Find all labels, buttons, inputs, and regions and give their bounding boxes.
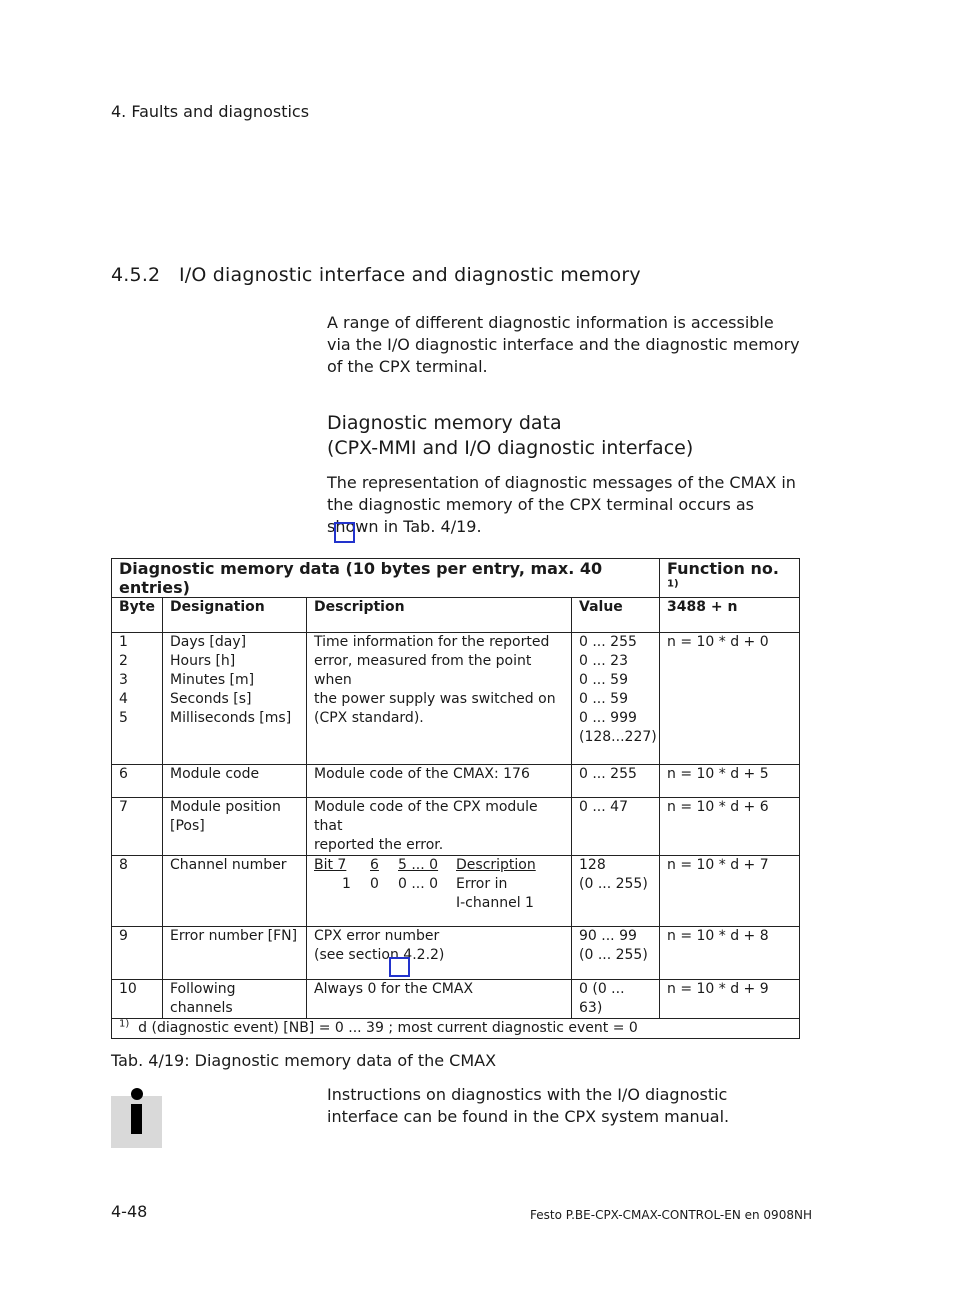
bit-extra-description: I-channel 1 <box>456 895 534 911</box>
bit-header-bits: 5 ... 0 <box>398 857 439 873</box>
cell-line: 0 ... 59 <box>579 672 628 688</box>
cell-value: 0 ... 47 <box>572 798 660 856</box>
bit-header-line <box>314 856 564 875</box>
cell-designation: Module code <box>163 765 307 798</box>
cell-line: 0 ... 59 <box>579 691 628 707</box>
col-designation: Designation <box>163 598 307 633</box>
cell-line: (0 ... 255) <box>579 876 648 892</box>
cell-line: [Pos] <box>170 818 205 834</box>
cell-line: Module code of the CPX module that <box>314 799 538 834</box>
cell-line: reported the error. <box>314 837 444 853</box>
bit-header-bit6: 6 <box>370 857 379 873</box>
cell-value <box>572 856 660 927</box>
intro-paragraph: A range of different diagnostic information is accessible via the I/O diagnostic interface and the diagnostic memory of the CPX terminal. <box>327 313 800 376</box>
table-footnote-row <box>112 1019 800 1039</box>
cell-line: 90 ... 99 <box>579 928 637 944</box>
function-header <box>660 559 800 598</box>
cell-description <box>307 927 572 980</box>
cell-designation <box>163 798 307 856</box>
col-byte: Byte <box>112 598 163 633</box>
document-footer: Festo P.BE-CPX-CMAX-CONTROL-EN en 0908NH <box>530 1208 812 1222</box>
cell-description <box>307 798 572 856</box>
function-footnote-ref: 1) <box>667 578 679 590</box>
section-title: I/O diagnostic interface and diagnostic memory <box>179 264 641 286</box>
col-value: Value <box>572 598 660 633</box>
cell-value: 0 (0 ... 63) <box>572 980 660 1019</box>
running-header: 4. Faults and diagnostics <box>111 102 310 121</box>
cell-line: 5 <box>119 710 128 726</box>
cell-line: Time information for the reported <box>314 634 550 650</box>
cell-value <box>572 633 660 765</box>
cell-function: n = 10 * d + 7 <box>660 856 800 927</box>
cell-line: Days [day] <box>170 634 247 650</box>
cell-function: n = 10 * d + 8 <box>660 927 800 980</box>
cell-designation: Error number [FN] <box>163 927 307 980</box>
cell-line: error, measured from the point when <box>314 653 532 688</box>
cell-line: 1 <box>119 634 128 650</box>
table-row <box>112 765 800 798</box>
cell-byte: 10 <box>112 980 163 1019</box>
cell-line: (see section 4.2.2) <box>314 947 445 963</box>
table-reference-paragraph: The representation of diagnostic messages of the CMAX in the diagnostic memory of the CPX terminal occurs as shown in Tab. 4/19. <box>327 473 796 536</box>
table-row <box>112 856 800 927</box>
table-row <box>112 927 800 980</box>
cell-value <box>572 927 660 980</box>
table-title: Diagnostic memory data (10 bytes per entry, max. 40 entries) <box>112 559 660 598</box>
cell-line: Hours [h] <box>170 653 236 669</box>
info-note: Instructions on diagnostics with the I/O diagnostic interface can be found in the CPX system manual. <box>327 1085 730 1126</box>
cell-byte <box>112 633 163 765</box>
bit-extra-line <box>314 894 564 913</box>
cell-description: Always 0 for the CMAX <box>307 980 572 1019</box>
bit-value-bits: 0 ... 0 <box>398 876 439 892</box>
cell-line: n = 10 * d + 0 <box>667 634 769 650</box>
bit-value-bit6: 0 <box>370 876 379 892</box>
table-row <box>112 633 800 765</box>
diagnostic-memory-table <box>111 558 800 1039</box>
section-number: 4.5.2 <box>111 264 161 286</box>
cell-line: the power supply was switched on <box>314 691 556 707</box>
cell-line: Module position <box>170 799 281 815</box>
col-description: Description <box>307 598 572 633</box>
section-link-marker[interactable] <box>389 957 410 977</box>
cell-line: 4 <box>119 691 128 707</box>
bit-header-bit7: Bit 7 <box>314 857 347 873</box>
cell-description <box>307 633 572 765</box>
col-function: 3488 + n <box>660 598 800 633</box>
footnote-mark: 1) <box>119 1018 130 1030</box>
cell-function: n = 10 * d + 5 <box>660 765 800 798</box>
section-heading <box>111 264 641 286</box>
table-row <box>112 798 800 856</box>
cell-value: 0 ... 255 <box>572 765 660 798</box>
cell-function: n = 10 * d + 6 <box>660 798 800 856</box>
cell-line: Milliseconds [ms] <box>170 710 292 726</box>
cell-line: 0 ... 23 <box>579 653 628 669</box>
bit-value-bit7: 1 <box>342 876 351 892</box>
cell-line: (CPX standard). <box>314 710 424 726</box>
cell-designation <box>163 633 307 765</box>
cell-line: Seconds [s] <box>170 691 252 707</box>
subheading-line-1: Diagnostic memory data <box>327 412 562 434</box>
table-caption: Tab. 4/19: Diagnostic memory data of the CMAX <box>111 1051 497 1070</box>
cell-line: 2 <box>119 653 128 669</box>
cell-line: 3 <box>119 672 128 688</box>
cell-designation: Following channels <box>163 980 307 1019</box>
bit-header-description: Description <box>456 857 536 873</box>
cell-byte: 7 <box>112 798 163 856</box>
cell-description: Module code of the CMAX: 176 <box>307 765 572 798</box>
cell-line: 0 ... 999 <box>579 710 637 726</box>
cell-line: (128...227) <box>579 729 657 745</box>
cell-function: n = 10 * d + 9 <box>660 980 800 1019</box>
cell-line: CPX error number <box>314 928 440 944</box>
cell-byte: 6 <box>112 765 163 798</box>
footnote-text: d (diagnostic event) [NB] = 0 ... 39 ; most current diagnostic event = 0 <box>138 1020 638 1036</box>
function-label: Function no. <box>667 559 779 578</box>
cell-line: Minutes [m] <box>170 672 255 688</box>
page-number: 4-48 <box>111 1202 148 1221</box>
table-row <box>112 980 800 1019</box>
cell-line: (0 ... 255) <box>579 947 648 963</box>
subheading-line-2: (CPX-MMI and I/O diagnostic interface) <box>327 437 694 459</box>
info-icon <box>111 1096 162 1148</box>
cell-byte: 9 <box>112 927 163 980</box>
cell-description <box>307 856 572 927</box>
cell-designation: Channel number <box>163 856 307 927</box>
table-link-marker[interactable] <box>334 522 355 543</box>
cell-line: 0 ... 255 <box>579 634 637 650</box>
subheading <box>327 411 802 461</box>
bit-value-description: Error in <box>456 876 508 892</box>
bit-value-line <box>314 875 564 894</box>
cell-line: 128 <box>579 857 606 873</box>
cell-function <box>660 633 800 765</box>
cell-byte: 8 <box>112 856 163 927</box>
table-footnote <box>112 1019 800 1039</box>
